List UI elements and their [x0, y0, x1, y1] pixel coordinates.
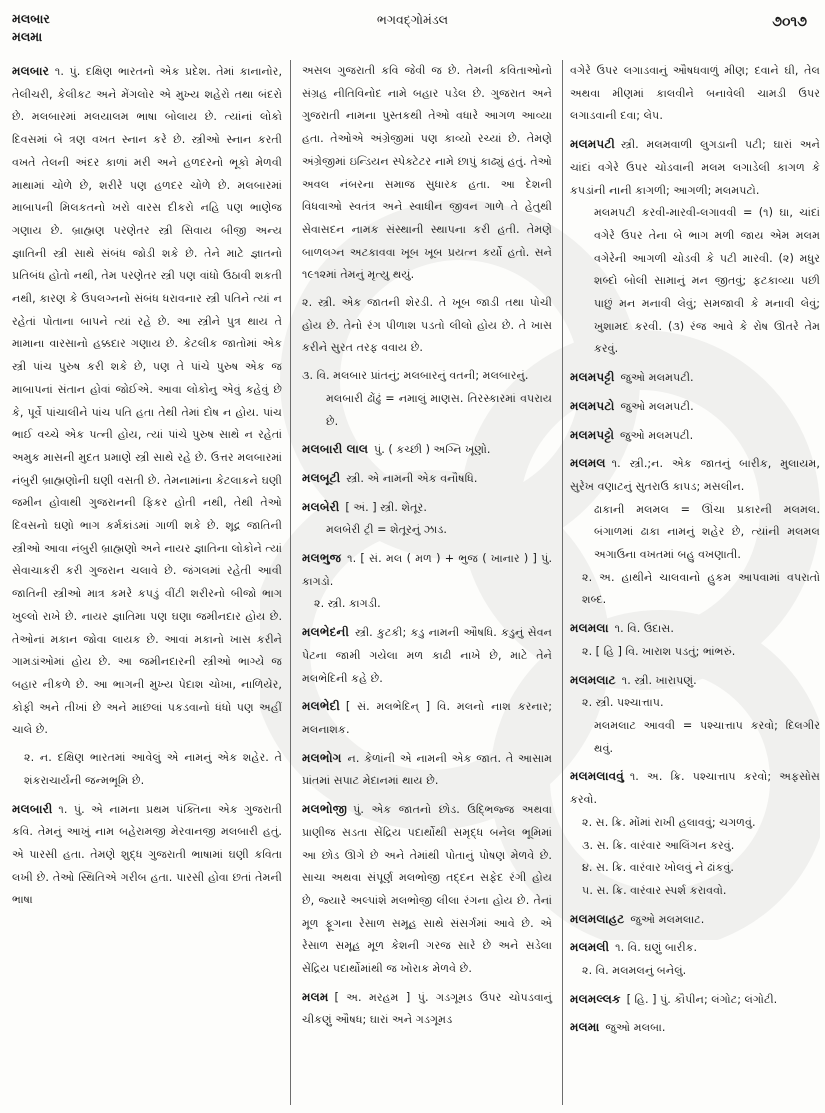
entry-sense: ૨. ન. દક્ષિણ ભારતમાં આવેલું એ નામનું એક શહેર. તે શંકરાચાર્યની જન્મભૂમિ છે. — [24, 751, 282, 787]
entry-sense: ૪. સ. ક્રિ. વારંવાર ખોલવું ને ઢાંકવું. — [582, 861, 734, 875]
entry-definition: [ અં. ] સ્ત્રી. શેતૂર. — [345, 500, 427, 514]
entry-definition: ૧. સ્ત્રી. ખારાપણું. — [621, 673, 697, 687]
dictionary-entry — [570, 908, 820, 932]
entry-definition: સ્ત્રી. એ નામની એક વનૌષધિ. — [346, 471, 478, 485]
dictionary-entry — [570, 395, 820, 419]
entry-definition: વગેરે ઉપર લગાડવાનું ઔષધવાળું મીણ; દવાને ઘી, તેલ અથવા મીણમાં કાલવીને બનાવેલી ચામડી ઉપર લગાડવાની દવા; લેપ. — [570, 64, 820, 123]
dictionary-entry — [570, 366, 820, 390]
dictionary-entry — [570, 988, 820, 1012]
column-3 — [570, 60, 820, 1045]
dictionary-entry — [302, 496, 552, 542]
entry-headword: મલમલાવવું — [570, 769, 624, 784]
entry-definition: ૧. સ્ત્રી.;ન. એક જાતનું બારીક, મુલાયમ, સુરેખ વણાટનું સુતરાઉ કાપડ; મસલીન. — [570, 457, 820, 493]
dictionary-entry — [570, 452, 820, 612]
entry-headword: મલબૂટી — [302, 470, 341, 485]
entry-headword: મલમા — [570, 1020, 600, 1035]
dictionary-entry — [302, 621, 552, 690]
entry-definition: સ્ત્રી. કુટકી; કડુ નામની ઔષધિ. કડુનું સેવન પેટના જામી ગયેલા મળ કાઢી નાખે છે, માટે તેને મલભેદિની કહે છે. — [302, 626, 552, 685]
entry-definition: જુઓ મલમપટી. — [620, 371, 694, 385]
entry-definition: ૧. પું. દક્ષિણ ભારતનો એક પ્રદેશ. તેમાં કાનાનોર, તેલીચરી, કેલીકટ અને મેંગલોર એ મુખ્ય શહેરો તથા બંદરો છે. મલબારમાં મલયાલમ ભાષા બોલાય છે. ત્યાંનાં લોકો દિવસમાં બે ત્રણ વખત સ્નાન કરે છે. સ્ત્રીઓ સ્નાન કરતી વખતે તેલની અંદર કાળાં મરી અને હળદરનો ભૂકો મેળવી માથામાં ચોળે છે, શરીરે પણ હળદર ચોળે છે. મલબારમાં માબાપની મિલકતનો ખરો વારસ દીકરો નહિ પણ ભાણેજ ગણાય છે. બ્રાહ્મણ પરણેતર સ્ત્રી સિવાય બીજી અન્ય જ્ઞાતિની સ્ત્રી સાથે સંબંધ જોડી શકે છે. તેને માટે જ્ઞાતનો પ્રતિબંધ હોતો નથી, તેમ પરણેતર સ્ત્રી પણ વાંધો ઉઠાવી શકતી નથી, કારણ કે ઉપલગ્નનો સંબંધ ધરાવનાર સ્ત્રી પતિને ત્યાં ન રહેતાં પોતાના બાપને ત્યાં રહે છે. આ સ્ત્રીને પુત્ર થાય તે મામાના વારસાનો હક્કદાર ગણાય છે. કેટલીક જાતોમાં એક સ્ત્રી પાંચ પુરુષ કરી શકે છે, પણ તે પાંચે પુરુષ એક જ માબાપનાં સંતાન હોવાં જોઈએ. આવા લોકોનુ એવું કહેવું છે કે, પૂર્વે પાંચાલીને પાંચ પતિ હતા તેથી તેમાં દોષ ન હોય. પાંચ ભાઈ વચ્ચે એક પત્ની હોય, ત્યાં પાંચે પુરુષ સાથે ન રહેતાં અમુક માસની મુદત પ્રમાણે સ્ત્રી સાથે રહે છે. ઉત્તર મલબારમાં નંબુરી બ્રાહ્મણોની ઘણી વસતી છે. તેમનામાંના કેટલાકને ઘણી જમીન હોવાથી ગુજરાનની ફિકર હોતી નથી, તેથી તેઓ દિવસનો ઘણો ભાગ કર્મકાંડમાં ગાળી શકે છે. શૂદ્ર જાતિની સ્ત્રીઓ આવા નંબુરી બ્રાહ્મણો અને નાયર જ્ઞાતિના લોકોને ત્યાં સેવાચાકરી કરી ગુજરાન ચલાવે છે. જંગલમાં રહેતી આવી જાતિની સ્ત્રીઓ માત્ર કમરે કપડું વીંટી શરીરનો બીજો ભાગ ખુલ્લો રાખે છે. નાયર જ્ઞાતિમા પણ ઘણા જમીનદાર હોય છે. તેઓનાં મકાન જોવા લાયક છે. આવાં મકાનો ખાસ કરીને ગામડાંઓમાં હોય છે. આ જમીનદારની સ્ત્રીઓ ભાગ્યે જ બહાર નીકળે છે. આ ભાગની મુખ્ય પેદાશ ચોખા, નાળિયેર, કોફી અને તીખાં છે અને માછલાં પકડવાનો ધંધો પણ અહીં ચાલે છે. — [12, 65, 282, 737]
entry-headword: મલબારી — [12, 801, 53, 816]
entry-definition: જુઓ મલમપટી. — [620, 399, 694, 413]
guide-word-first: મલબાર — [12, 11, 50, 26]
dictionary-entry — [570, 424, 820, 448]
entry-sense: ૨. સ. ક્રિ. મોંમાં રાખી હલાવવું; ચગળવું. — [582, 815, 756, 829]
entry-headword: મલમલાટ — [570, 672, 616, 687]
entry-definition: જુઓ મલમપટી. — [620, 428, 694, 442]
entry-definition: સ્ત્રી. મલમવાળી લુગડાની પટી; ઘારાં અને ચાંદાં વગેરે ઉપર ચોડવાની મલમ લગાડેલી કાગળ કે કપડાંની નાની કાગળી; આગળી; મલમપટો. — [570, 138, 820, 197]
entry-headword: મલભેદી — [302, 699, 340, 714]
dictionary-entry — [302, 986, 552, 1032]
entry-headword: મલમલી — [570, 940, 610, 955]
dictionary-entry — [570, 1016, 820, 1040]
entry-headword: મલબેરી — [302, 499, 340, 514]
dictionary-entry — [570, 617, 820, 663]
column-divider — [290, 60, 291, 1105]
entry-headword: મલમપટ્ટો — [570, 427, 614, 442]
dictionary-entry — [302, 438, 552, 462]
dictionary-entry — [12, 798, 282, 913]
entry-definition: [ અ. મરહમ ] પું. ગડગૂમડ ઉપર ચોપડવાનું ચીકણું ઔષધ; ઘારાં અને ગડગૂમડ — [302, 990, 552, 1027]
dictionary-entry — [302, 365, 552, 433]
entry-headword: મલમપટ્ટી — [570, 370, 615, 385]
entry-definition: ૧. વિ. ઉદાસ. — [614, 622, 674, 636]
entry-sense: ૨. સ્ત્રી. એક જાતની શેરડી. તે ખૂબ જાડી તથા પોચી હોય છે. તેનો રંગ પીળાશ પડતો લીલો હોય છે. તે ખાસ કરીને સુરત તરફ વવાય છે. — [302, 296, 552, 355]
dictionary-entry — [570, 765, 820, 902]
dictionary-entry-continued — [302, 60, 552, 287]
entry-headword: મલમપટો — [570, 398, 615, 413]
dictionary-entry — [570, 133, 820, 361]
entry-headword: મલમલાહટ — [570, 911, 625, 926]
entry-definition: ૧. અ. ક્રિ. પશ્ચાત્તાપ કરવો; અફસોસ કરવો. — [570, 770, 820, 807]
entry-headword: મલમલ — [570, 456, 606, 471]
entry-sense: ૨. સ્ત્રી. પશ્ચાત્તાપ. — [582, 696, 664, 710]
entry-headword: મલમપટી — [570, 137, 615, 152]
guide-word-last: મલમા — [12, 29, 43, 44]
entry-definition: અસલ ગુજરાતી કવિ જેવી જ છે. તેમની કવિતાઓનો સંગ્રહ નીતિવિનોદ નામે બહાર પડેલ છે. ગુજરાત અને ગુજરાતી નામના પુસ્તકથી તેઓ વધારે આગળ આવ્યા હતા. તેઓએ અંગ્રેજીમાં પણ કાવ્યો રચ્યાં છે. તેમણે અંગ્રેજીમાં ઇન્ડિયન સ્પેક્ટેટર નામે છાપું કાઢ્યું હતું. તેઓ અવલ નંબરના સમાજ સુધારક હતા. આ દેશની વિધવાઓ સ્વતંત્ર અને સ્વાધીન જીવન ગાળે તે હેતુથી સેવાસદન નામક સંસ્થાની સ્થાપના કરી હતી. તેમણે બાળલગ્ન અટકાવવા ખૂબ ખૂબ પ્રયત્ન કર્યો હતો. સને ૧૯૧૨માં તેમનું મૃત્યુ થયું. — [302, 64, 552, 282]
entry-sense: ૫. સ. ક્રિ. વારંવાર સ્પર્શ કરાવવો. — [582, 883, 727, 897]
entry-headword: મલભોગ — [302, 750, 342, 765]
column-2 — [302, 60, 552, 1037]
entry-definition: જુઓ મલબા. — [605, 1021, 666, 1035]
dictionary-entry — [302, 547, 552, 616]
entry-headword: મલમ — [302, 989, 329, 1004]
dictionary-entry — [12, 60, 282, 742]
entry-headword: મલભુજ — [302, 551, 342, 566]
entry-sense: ૨. સ્ત્રી. કાગડી. — [314, 597, 381, 611]
entry-headword: મલમલા — [570, 621, 609, 636]
entry-sense: ૩. સ. ક્રિ. વારંવાર આલિંગન કરવું. — [582, 838, 735, 852]
entry-definition: પું. ( કચ્છી ) અગ્નિ ખૂણો. — [374, 443, 491, 457]
entry-definition: ૧. વિ. ઘણું બારીક. — [615, 941, 698, 955]
dictionary-entry — [302, 695, 552, 741]
entry-definition: ૧. [ સં. મલ ( મળ ) + ભુજ ( ખાનાર ) ] પું. કાગડો. — [302, 552, 552, 588]
entry-sense: ૩. વિ. મલબાર પ્રાંતનું; મલબારનું વતની; મલબારનું. — [302, 369, 529, 383]
dictionary-entry — [12, 747, 282, 792]
entry-definition: જુઓ મલમલાટ. — [630, 912, 705, 926]
dictionary-entry — [570, 936, 820, 982]
entry-example: મલબેરી ટ્રી = શેતૂરનું ઝાડ. — [326, 523, 447, 537]
dictionary-entry — [302, 798, 552, 981]
entry-example: મલમપટી કરવી-મારવી-લગાવવી = (૧) ઘા, ચાંદાં વગેરે ઉપર તેના બે ભાગ મળી જાય એમ મલમ વગેરેની આગળી ચોડવી કે પટી મારવી. (૨) મધુર શબ્દો બોલી સામાનું મન જીતવું; ફટકાવ્યા પછી પાછું મન મનાવી લેવું; સમજાવી કે મનાવી લેવું; ખુશામદ કરવી. (૩) રંજ આવે કે રોષ ઊતરે તેમ કરવું. — [594, 206, 820, 356]
entry-headword: મલબારી લાલ — [302, 442, 369, 457]
entry-example: મલમલાટ આવવી = પશ્ચાત્તાપ કરવો; દિલગીર થવું. — [594, 718, 820, 755]
entry-definition: [ હિ. ] પું. કૌપીન; લંગોટ; લંગોટી. — [626, 992, 778, 1006]
entry-sense: ૨. [ હિ ] વિ. ખારાશ પડતું; ભાંભરું. — [582, 644, 736, 658]
dictionary-entry — [302, 292, 552, 360]
dictionary-entry — [302, 747, 552, 793]
entry-headword: મલબાર — [12, 64, 49, 78]
book-title: ભગવદ્ગોમંડલ — [376, 12, 449, 27]
dictionary-entry-continued — [570, 60, 820, 128]
entry-definition: પું. એક જાતનો છોડ. ઉદ્ભિજ્જ અથવા પ્રાણીજ સડતા સેંદ્રિય પદાર્થોથી સમૃદ્ધ બનેલ ભૂમિમાં આ છોડ ઊગે છે અને તેમાંથી પોતાનું પોષણ મેળવે છે. સાચા અથવા સંપૂર્ણ મલભોજી તદ્દન સફેદ રંગી હોય છે, જ્યારે અલ્પાંશે મલભોજી લીલા રંગના હોય છે. તેનાં મૂળ ફૂગના રેસાળ સમૂહ સાથે સંસર્ગમાં આવે છે. એ રેસાળ સમૂહ મૂળ કેશની ગરજ સારે છે અને સડેલા સેંદ્રિય પદાર્થોમાંથી જ ખોરાક મેળવે છે. — [302, 803, 552, 976]
entry-headword: મલમલ્લક — [570, 991, 621, 1006]
entry-example: મલબારી ઢોંઢું = નમાલું માણસ. તિરસ્કારમાં વપરાય છે. — [326, 391, 552, 428]
entry-sense: ૨. વિ. મલમલનું બનેલું. — [582, 964, 687, 978]
entry-headword: મલભેદની — [302, 625, 349, 640]
entry-definition: ન. કેળાંની એ નામની એક જાત. તે આસામ પ્રાંતમાં સપાટ મેદાનમાં થાય છે. — [302, 751, 552, 788]
entry-sense: ૨. અ. હાથીને ચાલવાનો હુકમ આપવામાં વપરાતો શબ્દ. — [582, 570, 820, 607]
entry-definition: [ સં. મલભેદિન્ ] વિ. મલનો નાશ કરનાર; મલનાશક. — [302, 700, 552, 736]
entry-headword: મલભોજી — [302, 802, 348, 817]
column-1 — [12, 60, 282, 917]
dictionary-entry — [302, 467, 552, 491]
entry-example: ઢાકાની મલમલ = ઊંચા પ્રકારની મલમલ. બંગાળમાં ઢાકા નામનું શહેર છે, ત્યાંની મલમલ અગાઉના વખતમાં બહુ વખણાતી. — [594, 502, 820, 562]
column-divider — [562, 60, 563, 1105]
dictionary-entry — [570, 669, 820, 761]
entry-definition: ૧. પું. એ નામના પ્રથમ પંક્તિના એક ગુજરાતી કવિ. તેમનું આખું નામ બહેરામજી મેરવાનજી મલબારી હતું. એ પારસી હતા. તેમણે શુદ્ધ ગુજરાતી ભાષામાં ઘણી કવિતા લખી છે. તેઓ સ્થિતિએ ગરીબ હતા. પારસી હોવા છતાં તેમની ભાષા — [12, 802, 282, 907]
page-number: ૭૦૧૭ — [772, 14, 807, 30]
